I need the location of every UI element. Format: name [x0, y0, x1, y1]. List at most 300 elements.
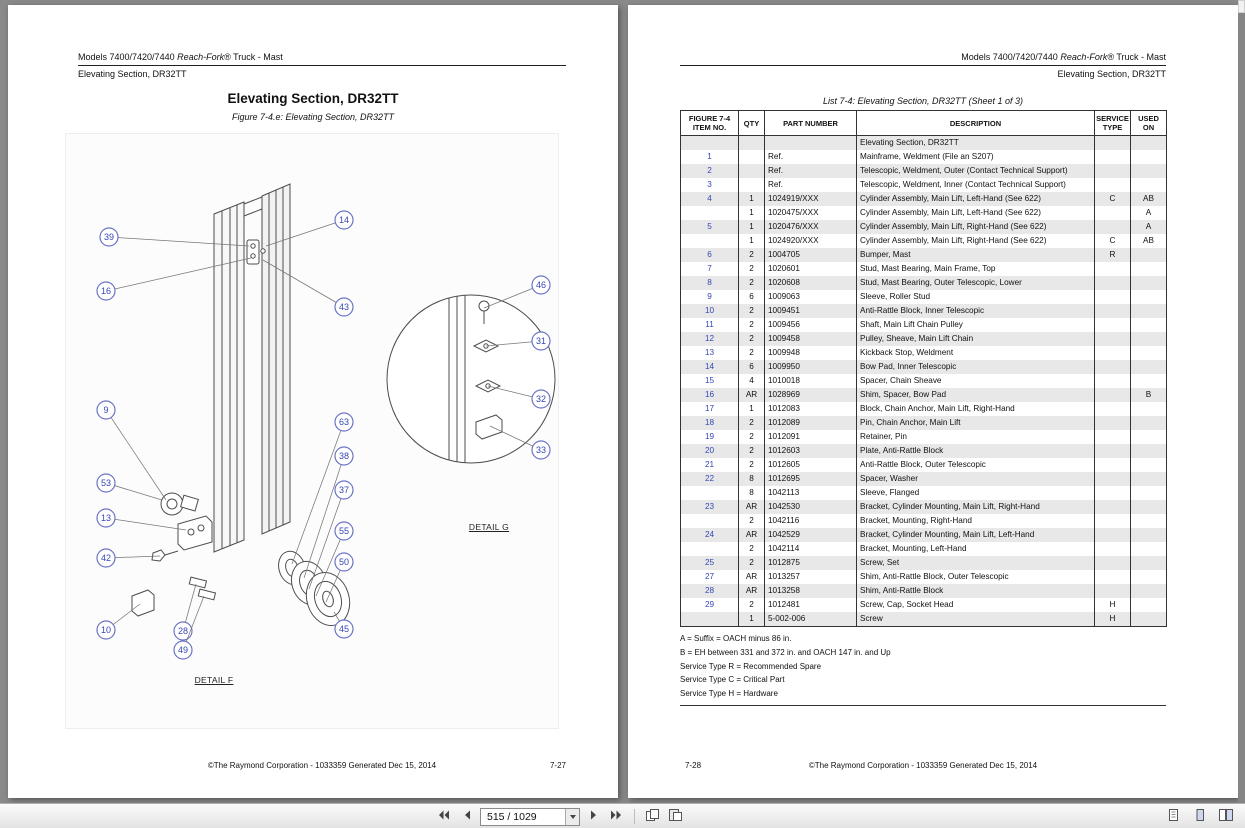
footnote-rule — [680, 705, 1166, 706]
used-on-cell — [1131, 290, 1167, 304]
table-row — [681, 164, 1167, 178]
table-row — [681, 528, 1167, 542]
used-on-cell — [1131, 612, 1167, 627]
qty-cell: 2 — [739, 304, 765, 318]
service-type-cell — [1095, 304, 1131, 318]
part-number-cell: 1009948 — [765, 346, 857, 360]
figure-callout[interactable] — [97, 282, 115, 300]
svg-text:37: 37 — [338, 485, 350, 495]
description-cell: Bracket, Cylinder Mounting, Main Lift, Right-Hand — [857, 500, 1095, 514]
part-number-cell: 1010018 — [765, 374, 857, 388]
next-page-icon — [589, 809, 599, 824]
first-page-button[interactable] — [434, 807, 453, 826]
description-cell: Spacer, Washer — [857, 472, 1095, 486]
used-on-cell: AB — [1131, 192, 1167, 206]
table-row — [681, 150, 1167, 164]
table-row — [681, 402, 1167, 416]
part-number-cell: 1020476/XXX — [765, 220, 857, 234]
description-cell: Bracket, Mounting, Right-Hand — [857, 514, 1095, 528]
figure-callout[interactable] — [100, 228, 118, 246]
table-row — [681, 612, 1167, 627]
table-row — [681, 458, 1167, 472]
col-header-text: ITEM NO. — [692, 123, 727, 132]
service-type-cell — [1095, 150, 1131, 164]
used-on-cell — [1131, 360, 1167, 374]
table-row — [681, 430, 1167, 444]
bottom-toolbar — [0, 803, 1245, 828]
part-number-cell: 1042116 — [765, 514, 857, 528]
service-type-cell — [1095, 500, 1131, 514]
col-header-used-on — [1131, 111, 1167, 136]
service-type-cell — [1095, 528, 1131, 542]
qty-cell — [739, 164, 765, 178]
item-no-cell[interactable]: 8 — [681, 276, 739, 290]
used-on-cell — [1131, 346, 1167, 360]
table-row — [681, 346, 1167, 360]
item-no-cell[interactable]: 21 — [681, 458, 739, 472]
item-no-cell[interactable]: 4 — [681, 192, 739, 206]
item-no-cell — [681, 206, 739, 220]
figure-callout[interactable] — [335, 447, 353, 465]
single-page-view-icon — [1194, 808, 1206, 825]
col-header-description — [857, 111, 1095, 136]
table-row — [681, 598, 1167, 612]
qty-cell: 2 — [739, 332, 765, 346]
svg-text:38: 38 — [338, 451, 350, 461]
part-number-cell: 1024920/XXX — [765, 234, 857, 248]
qty-cell: 8 — [739, 472, 765, 486]
svg-text:39: 39 — [103, 232, 115, 242]
qty-cell: 1 — [739, 234, 765, 248]
description-cell: Pulley, Sheave, Main Lift Chain — [857, 332, 1095, 346]
figure-callout[interactable] — [97, 509, 115, 527]
item-no-cell[interactable]: 10 — [681, 304, 739, 318]
used-on-cell — [1131, 402, 1167, 416]
col-header-service-type — [1095, 111, 1131, 136]
item-no-cell[interactable]: 13 — [681, 346, 739, 360]
item-no-cell — [681, 612, 739, 627]
svg-text:45: 45 — [338, 624, 350, 634]
table-header-row — [681, 111, 1167, 136]
part-number-cell: 1042529 — [765, 528, 857, 542]
svg-text:33: 33 — [535, 445, 547, 455]
table-row — [681, 304, 1167, 318]
figure-area — [65, 133, 559, 729]
item-no-cell[interactable]: 12 — [681, 332, 739, 346]
part-number-cell: 1042530 — [765, 500, 857, 514]
description-cell: Cylinder Assembly, Main Lift, Left-Hand (See 622) — [857, 206, 1095, 220]
copyright-text: ©The Raymond Corporation - 1033359 Generated Dec 15, 2014 — [207, 761, 437, 770]
col-header-text: ON — [1142, 123, 1155, 132]
description-cell: Cylinder Assembly, Main Lift, Right-Hand (See 622) — [857, 234, 1095, 248]
detail-f-label: DETAIL F — [194, 675, 234, 685]
figure-callout[interactable] — [335, 620, 353, 638]
used-on-cell: A — [1131, 206, 1167, 220]
figure-callout[interactable] — [335, 211, 353, 229]
description-cell: Screw, Cap, Socket Head — [857, 598, 1095, 612]
description-cell: Plate, Anti-Rattle Block — [857, 444, 1095, 458]
used-on-cell — [1131, 500, 1167, 514]
footnote-line: Service Type R = Recommended Spare — [680, 661, 822, 671]
page-right-header — [680, 51, 1166, 80]
item-no-cell — [681, 136, 739, 151]
figure-callout[interactable] — [335, 481, 353, 499]
qty-cell: 1 — [739, 220, 765, 234]
description-cell: Retainer, Pin — [857, 430, 1095, 444]
used-on-cell — [1131, 276, 1167, 290]
used-on-cell — [1131, 556, 1167, 570]
part-number-cell: Ref. — [765, 178, 857, 192]
part-number-cell: 1042113 — [765, 486, 857, 500]
description-cell: Cylinder Assembly, Main Lift, Left-Hand (See 622) — [857, 192, 1095, 206]
item-no-cell[interactable]: 11 — [681, 318, 739, 332]
item-no-cell — [681, 486, 739, 500]
item-no-cell — [681, 514, 739, 528]
qty-cell: 2 — [739, 542, 765, 556]
figure-callout[interactable] — [532, 332, 550, 350]
service-type-cell: R — [1095, 248, 1131, 262]
item-no-cell[interactable]: 23 — [681, 500, 739, 514]
page-right — [628, 5, 1238, 798]
item-no-cell[interactable]: 19 — [681, 430, 739, 444]
qty-cell: 2 — [739, 598, 765, 612]
next-page-button[interactable] — [584, 807, 603, 826]
part-number-cell: 1009950 — [765, 360, 857, 374]
part-number-cell: 1012875 — [765, 556, 857, 570]
page-fit-icon — [1167, 808, 1180, 825]
col-header-qty — [739, 111, 765, 136]
description-cell: Pin, Chain Anchor, Main Lift — [857, 416, 1095, 430]
table-row — [681, 500, 1167, 514]
qty-cell: 2 — [739, 276, 765, 290]
page-left-footer — [78, 761, 566, 770]
service-type-cell — [1095, 542, 1131, 556]
service-type-cell — [1095, 458, 1131, 472]
service-type-cell — [1095, 514, 1131, 528]
svg-text:28: 28 — [177, 626, 189, 636]
item-no-cell[interactable]: 27 — [681, 570, 739, 584]
description-cell: Elevating Section, DR32TT — [857, 136, 1095, 151]
footnote-line: A = Suffix = OACH minus 86 in. — [680, 634, 792, 643]
part-number-cell: 1012089 — [765, 416, 857, 430]
header-section-text: Elevating Section, DR32TT — [78, 69, 187, 79]
figure-callout[interactable] — [97, 474, 115, 492]
header-suffix-text: Truck - Mast — [1113, 52, 1166, 62]
figure-callout[interactable] — [97, 621, 115, 639]
part-number-cell: 1012091 — [765, 430, 857, 444]
item-no-cell[interactable]: 14 — [681, 360, 739, 374]
figure-callout[interactable] — [335, 522, 353, 540]
service-type-cell: H — [1095, 598, 1131, 612]
service-type-cell: H — [1095, 612, 1131, 627]
footnote-line: Service Type H = Hardware — [680, 689, 778, 699]
facing-pages-view-icon — [1218, 808, 1234, 825]
qty-cell: 1 — [739, 206, 765, 220]
table-row — [681, 234, 1167, 248]
page-right-footer — [680, 761, 1166, 770]
qty-cell: 1 — [739, 402, 765, 416]
svg-text:32: 32 — [535, 394, 547, 404]
table-row — [681, 192, 1167, 206]
svg-text:53: 53 — [100, 478, 112, 488]
qty-cell: 2 — [739, 444, 765, 458]
paste-page-button[interactable] — [666, 807, 685, 826]
item-no-cell[interactable]: 29 — [681, 598, 739, 612]
qty-cell: 2 — [739, 458, 765, 472]
table-row — [681, 514, 1167, 528]
page-number-combobox[interactable] — [480, 808, 580, 826]
description-cell: Bracket, Cylinder Mounting, Main Lift, Left-Hand — [857, 528, 1095, 542]
service-type-cell — [1095, 220, 1131, 234]
header-brand-text: Reach-Fork® — [177, 52, 231, 62]
figure-callout[interactable] — [174, 622, 192, 640]
col-header-part-number — [765, 111, 857, 136]
description-cell: Stud, Mast Bearing, Main Frame, Top — [857, 262, 1095, 276]
figure-callout[interactable] — [335, 298, 353, 316]
doc-header-line — [680, 51, 1166, 63]
figure-callout[interactable] — [532, 441, 550, 459]
description-cell: Anti-Rattle Block, Inner Telescopic — [857, 304, 1095, 318]
svg-text:13: 13 — [100, 513, 112, 523]
svg-text:14: 14 — [338, 215, 350, 225]
table-row — [681, 388, 1167, 402]
item-no-cell[interactable]: 2 — [681, 164, 739, 178]
service-type-cell — [1095, 388, 1131, 402]
used-on-cell — [1131, 304, 1167, 318]
exploded-view-drawing — [66, 134, 560, 730]
service-type-cell — [1095, 136, 1131, 151]
item-no-cell[interactable]: 5 — [681, 220, 739, 234]
service-type-cell — [1095, 570, 1131, 584]
used-on-cell — [1131, 444, 1167, 458]
header-section-text: Elevating Section, DR32TT — [1057, 69, 1166, 79]
part-number-cell: 1009063 — [765, 290, 857, 304]
qty-cell: 2 — [739, 556, 765, 570]
service-type-cell — [1095, 556, 1131, 570]
used-on-cell — [1131, 318, 1167, 332]
overlapping-pages-icon — [645, 808, 660, 825]
part-number-cell: 1028969 — [765, 388, 857, 402]
figure-caption: Figure 7-4.e: Elevating Section, DR32TT — [231, 112, 395, 122]
figure-callout[interactable] — [97, 549, 115, 567]
page-left-header — [78, 51, 566, 80]
item-no-cell[interactable]: 15 — [681, 374, 739, 388]
part-number-cell: 1012695 — [765, 472, 857, 486]
single-page-view-button[interactable] — [1190, 807, 1209, 826]
table-row — [681, 248, 1167, 262]
qty-cell: 4 — [739, 374, 765, 388]
svg-text:16: 16 — [100, 286, 112, 296]
service-type-cell — [1095, 472, 1131, 486]
item-no-cell[interactable]: 17 — [681, 402, 739, 416]
part-number-cell: 1020475/XXX — [765, 206, 857, 220]
description-cell: Anti-Rattle Block, Outer Telescopic — [857, 458, 1095, 472]
part-number-cell: 1004705 — [765, 248, 857, 262]
figure-callout[interactable] — [532, 276, 550, 294]
chevron-down-icon[interactable] — [565, 809, 579, 825]
col-header-text: PART NUMBER — [783, 118, 838, 128]
service-type-cell — [1095, 318, 1131, 332]
service-type-cell — [1095, 584, 1131, 598]
toolbar-separator — [634, 809, 635, 824]
used-on-cell — [1131, 248, 1167, 262]
detail-g-label: DETAIL G — [468, 522, 510, 532]
page-navigation-group — [434, 807, 685, 826]
part-number-cell: 1009458 — [765, 332, 857, 346]
figure-callout[interactable] — [97, 401, 115, 419]
service-type-cell — [1095, 360, 1131, 374]
used-on-cell — [1131, 472, 1167, 486]
item-no-cell[interactable]: 25 — [681, 556, 739, 570]
parts-table — [680, 110, 1167, 627]
used-on-cell: AB — [1131, 234, 1167, 248]
service-type-cell — [1095, 164, 1131, 178]
page-number-text: 7-28 — [685, 761, 702, 770]
item-no-cell — [681, 234, 739, 248]
col-header-text: USED — [1138, 114, 1159, 123]
figure-callout[interactable] — [335, 553, 353, 571]
service-type-cell: C — [1095, 192, 1131, 206]
table-row — [681, 136, 1167, 151]
qty-cell: 1 — [739, 612, 765, 627]
part-number-cell: 1012603 — [765, 444, 857, 458]
qty-cell: 2 — [739, 430, 765, 444]
description-cell: Kickback Stop, Weldment — [857, 346, 1095, 360]
view-mode-group — [1164, 807, 1235, 826]
description-cell: Mainframe, Weldment (File an S207) — [857, 150, 1095, 164]
item-no-cell[interactable]: 28 — [681, 584, 739, 598]
item-no-cell[interactable]: 3 — [681, 178, 739, 192]
previous-page-button[interactable] — [457, 807, 476, 826]
table-row — [681, 318, 1167, 332]
qty-cell: 2 — [739, 248, 765, 262]
item-no-cell[interactable]: 7 — [681, 262, 739, 276]
part-number-cell: 1012605 — [765, 458, 857, 472]
description-cell: Bow Pad, Inner Telescopic — [857, 360, 1095, 374]
doc-header-line — [78, 51, 566, 63]
used-on-cell — [1131, 458, 1167, 472]
service-type-cell — [1095, 276, 1131, 290]
used-on-cell — [1131, 416, 1167, 430]
qty-cell — [739, 150, 765, 164]
description-cell: Sleeve, Roller Stud — [857, 290, 1095, 304]
qty-cell — [739, 136, 765, 151]
item-no-cell[interactable]: 20 — [681, 444, 739, 458]
footnote-line: Service Type C = Critical Part — [680, 675, 785, 685]
svg-text:31: 31 — [535, 336, 547, 346]
table-row — [681, 220, 1167, 234]
used-on-cell — [1131, 136, 1167, 151]
description-cell: Shaft, Main Lift Chain Pulley — [857, 318, 1095, 332]
used-on-cell — [1131, 150, 1167, 164]
vertical-scrollbar[interactable] — [1238, 0, 1245, 803]
copy-page-button[interactable] — [643, 807, 662, 826]
figure-callout[interactable] — [174, 641, 192, 659]
parts-list-title: List 7-4: Elevating Section, DR32TT (Sheet 1 of 3) — [822, 96, 1024, 106]
used-on-cell — [1131, 584, 1167, 598]
used-on-cell: B — [1131, 388, 1167, 402]
service-type-cell — [1095, 402, 1131, 416]
used-on-cell — [1131, 514, 1167, 528]
description-cell: Telescopic, Weldment, Outer (Contact Technical Support) — [857, 164, 1095, 178]
page-fit-button[interactable] — [1164, 807, 1183, 826]
qty-cell — [739, 178, 765, 192]
footnote-line: B = EH between 331 and 372 in. and OACH 147 in. and Up — [680, 647, 891, 657]
item-no-cell[interactable]: 18 — [681, 416, 739, 430]
item-no-cell[interactable]: 16 — [681, 388, 739, 402]
part-number-cell: 1013258 — [765, 584, 857, 598]
service-type-cell — [1095, 374, 1131, 388]
used-on-cell — [1131, 486, 1167, 500]
description-cell: Sleeve, Flanged — [857, 486, 1095, 500]
part-number-cell: 1012481 — [765, 598, 857, 612]
service-type-cell — [1095, 290, 1131, 304]
description-cell: Telescopic, Weldment, Inner (Contact Technical Support) — [857, 178, 1095, 192]
used-on-cell — [1131, 332, 1167, 346]
col-header-text: TYPE — [1102, 123, 1123, 132]
figure-callout[interactable] — [532, 390, 550, 408]
table-row — [681, 262, 1167, 276]
qty-cell: 2 — [739, 262, 765, 276]
table-row — [681, 276, 1167, 290]
qty-cell: AR — [739, 528, 765, 542]
description-cell: Cylinder Assembly, Main Lift, Right-Hand (See 622) — [857, 220, 1095, 234]
last-page-button[interactable] — [607, 807, 626, 826]
service-type-cell — [1095, 262, 1131, 276]
service-type-cell — [1095, 346, 1131, 360]
header-rule — [680, 65, 1166, 66]
qty-cell: 2 — [739, 416, 765, 430]
qty-cell: 6 — [739, 290, 765, 304]
facing-pages-view-button[interactable] — [1216, 807, 1235, 826]
item-no-cell[interactable]: 6 — [681, 248, 739, 262]
used-on-cell: A — [1131, 220, 1167, 234]
col-header-text: DESCRIPTION — [949, 118, 1002, 128]
item-no-cell — [681, 542, 739, 556]
used-on-cell — [1131, 570, 1167, 584]
svg-text:43: 43 — [338, 302, 350, 312]
parts-table-body — [681, 136, 1167, 627]
table-row — [681, 584, 1167, 598]
callout-leader-line — [106, 410, 166, 500]
table-row — [681, 472, 1167, 486]
table-row — [681, 374, 1167, 388]
item-no-cell[interactable]: 9 — [681, 290, 739, 304]
table-row — [681, 206, 1167, 220]
part-number-cell: Ref. — [765, 150, 857, 164]
table-row — [681, 486, 1167, 500]
table-row — [681, 416, 1167, 430]
item-no-cell[interactable]: 1 — [681, 150, 739, 164]
part-number-cell: 1013257 — [765, 570, 857, 584]
description-cell: Stud, Mast Bearing, Outer Telescopic, Lower — [857, 276, 1095, 290]
used-on-cell — [1131, 430, 1167, 444]
used-on-cell — [1131, 262, 1167, 276]
first-page-icon — [437, 809, 450, 824]
qty-cell: 1 — [739, 192, 765, 206]
description-cell: Bumper, Mast — [857, 248, 1095, 262]
item-no-cell[interactable]: 22 — [681, 472, 739, 486]
col-header-text: SERVICE — [1096, 114, 1129, 123]
scrollbar-thumb[interactable] — [1238, 0, 1245, 13]
figure-callout[interactable] — [335, 413, 353, 431]
table-row — [681, 290, 1167, 304]
item-no-cell[interactable]: 24 — [681, 528, 739, 542]
copyright-text: ©The Raymond Corporation - 1033359 Generated Dec 15, 2014 — [808, 761, 1038, 770]
svg-text:42: 42 — [100, 553, 112, 563]
page-indicator[interactable]: 515 / 1029 — [487, 810, 537, 823]
svg-text:46: 46 — [535, 280, 547, 290]
